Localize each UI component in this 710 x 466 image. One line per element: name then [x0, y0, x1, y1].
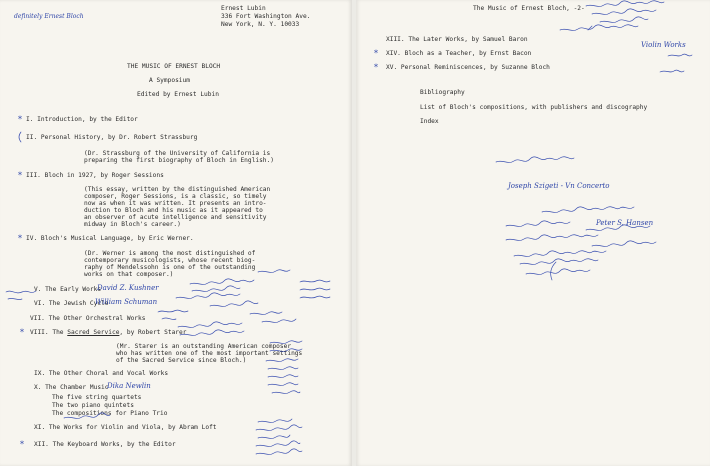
asterisk-mark: *	[374, 63, 378, 72]
asterisk-mark: *	[374, 49, 378, 58]
handwritten-note: Peter S. Hansen	[596, 219, 654, 227]
section-note: raphy of Mendelssohn is one of the outstanding	[84, 264, 256, 271]
handwritten-author: William Schuman	[95, 298, 158, 306]
editor-line: Edited by Ernest Lubin	[137, 91, 219, 98]
section-note: works on that composer.)	[84, 271, 174, 278]
section-note: now as when it was written. It presents an intro-	[84, 200, 267, 207]
section-note: who has written one of the most important settings	[116, 350, 303, 357]
appendix-item: List of Bloch's compositions, with publishers and discography	[420, 104, 648, 111]
section-note: (This essay, written by the distinguished American	[84, 186, 271, 193]
asterisk-mark: *	[20, 328, 24, 337]
handwritten-annotations-left	[0, 0, 352, 466]
sub-item: The two piano quintets	[52, 402, 134, 409]
appendix-item: Bibliography	[420, 89, 465, 96]
section-heading: VI. The Jewish Cycle	[34, 300, 109, 307]
section-heading: III. Bloch in 1927, by Roger Sessions	[26, 172, 164, 179]
address-line: New York, N. Y. 10033	[221, 21, 300, 28]
section-heading: VII. The Other Orchestral Works	[30, 315, 146, 322]
section-note: an observer of acute intelligence and sensitivity	[84, 214, 267, 221]
section-heading: IV. Bloch's Musical Language, by Eric Werner.	[26, 235, 194, 242]
section-heading: XIV. Bloch as a Teacher, by Ernst Bacon	[386, 50, 532, 57]
document-title: THE MUSIC OF ERNEST BLOCH	[127, 63, 221, 70]
section-heading: X. The Chamber Music	[34, 384, 109, 391]
address-line: Ernest Lubin	[221, 5, 266, 12]
handwritten-author: Dika Newlin	[107, 382, 151, 390]
handwritten-margin-note: definitely Ernest Bloch	[14, 13, 84, 20]
section-heading: XI. The Works for Violin and Viola, by Abram Loft	[34, 424, 217, 431]
section-note: (Dr. Strassburg of the University of California is	[84, 150, 271, 157]
asterisk-mark: *	[18, 115, 22, 124]
section-note: preparing the first biography of Bloch in English.)	[84, 157, 274, 164]
section-note: composer, Roger Sessions, is a classic, so timely	[84, 193, 267, 200]
section-heading: XIII. The Later Works, by Samuel Baron	[386, 36, 528, 43]
handwritten-annotations-right	[356, 0, 710, 466]
asterisk-mark: *	[18, 171, 22, 180]
section-heading: VIII. The Sacred Service, by Robert Starer	[30, 329, 187, 336]
section-heading: V. The Early Works	[34, 286, 102, 293]
section-note: (Mr. Starer is an outstanding American composer	[116, 343, 292, 350]
left-page	[0, 0, 352, 466]
section-heading: II. Personal History, by Dr. Robert Strassburg	[26, 134, 198, 141]
handwritten-note: Violin Works	[641, 41, 686, 49]
document-subtitle: A Symposium	[149, 77, 190, 84]
section-note: of the Sacred Service since Bloch.)	[116, 357, 247, 364]
handwritten-author: David Z. Kushner	[97, 284, 159, 292]
asterisk-mark: *	[18, 234, 22, 243]
section-note: duction to Bloch and his music as it appeared to	[84, 207, 263, 214]
sub-item: The compositions for Piano Trio	[52, 410, 168, 417]
sub-item: The five string quartets	[52, 394, 142, 401]
section-heading: I. Introduction, by the Editor	[26, 116, 138, 123]
section-note: midway in Bloch's career.)	[84, 221, 181, 228]
section-heading: XII. The Keyboard Works, by the Editor	[34, 441, 176, 448]
address-line: 336 Fort Washington Ave.	[221, 13, 311, 20]
page-header: The Music of Ernest Bloch, -2-	[473, 5, 585, 12]
section-heading: XV. Personal Reminiscences, by Suzanne Bloch	[386, 64, 550, 71]
right-page	[356, 0, 710, 466]
asterisk-mark: *	[20, 440, 24, 449]
section-note: (Dr. Werner is among the most distinguished of	[84, 250, 256, 257]
handwritten-note: Joseph Szigeti - Vn Concerto	[508, 182, 610, 190]
section-heading: IX. The Other Choral and Vocal Works	[34, 370, 169, 377]
section-note: contemporary musicologists, whose recent biog-	[84, 257, 256, 264]
appendix-item: Index	[420, 118, 439, 125]
